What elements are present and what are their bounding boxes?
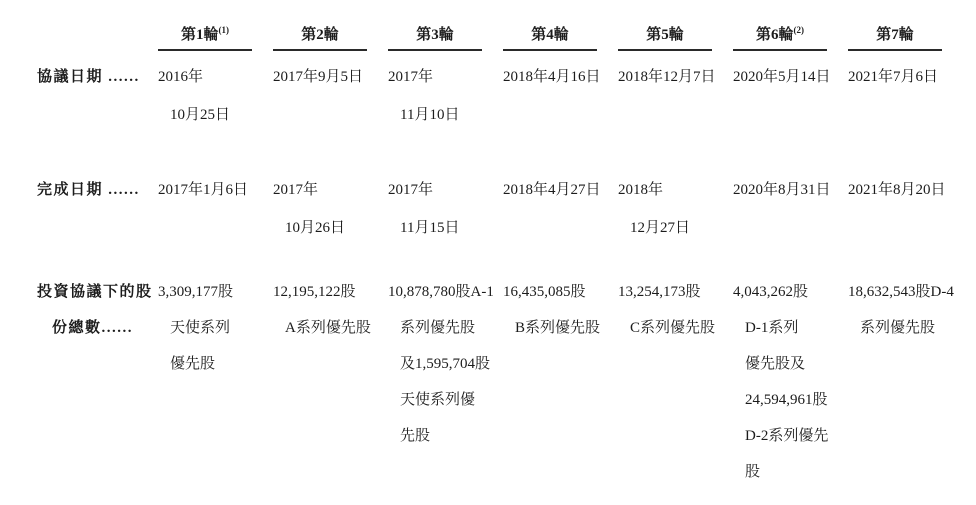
header-row <box>0 24 976 51</box>
cell-completion-date-round-1 <box>158 171 252 247</box>
column-header-round-3 <box>388 24 482 51</box>
cell-line: 2016年 <box>158 69 204 85</box>
cell-line: 2017年 <box>388 182 434 198</box>
column-header-round-2 <box>273 24 367 51</box>
cell-agreement-date-round-4 <box>503 58 601 134</box>
cell-line: 2017年 <box>273 182 319 198</box>
cell-agreement-date-round-7 <box>848 58 942 134</box>
cell-line: 10月25日 <box>170 107 231 123</box>
cell-line: 2018年12月7日 <box>618 69 716 85</box>
column-header-label: 第4輪 <box>531 27 569 43</box>
cell-line: 及1,595,704股 <box>400 356 491 372</box>
row-label-line: 份總數...... <box>52 320 134 336</box>
cell-line: 2021年7月6日 <box>848 69 939 85</box>
table-row-agreement-date <box>0 58 976 134</box>
cell-completion-date-round-2 <box>273 171 367 247</box>
cell-line: A系列優先股 <box>285 320 371 336</box>
column-header-round-7 <box>848 24 942 51</box>
cell-line: 24,594,961股 <box>745 392 828 408</box>
cell-agreement-date-round-5 <box>618 58 716 134</box>
column-header-label: 第5輪 <box>646 27 684 43</box>
cell-line: 先股 <box>400 428 431 444</box>
column-header-footnote-marker: (1) <box>218 25 229 35</box>
header-spacer <box>37 24 137 51</box>
cell-line: 18,632,543股D-4 <box>848 284 954 300</box>
cell-total-shares-under-investment-agreements-round-2 <box>273 274 371 490</box>
cell-line: 系列優先股 <box>860 320 936 336</box>
cell-agreement-date-round-6 <box>733 58 831 134</box>
cell-completion-date-round-7 <box>848 171 946 247</box>
cell-line: C系列優先股 <box>630 320 716 336</box>
cell-line: 2021年8月20日 <box>848 182 946 198</box>
cell-completion-date-round-3 <box>388 171 482 247</box>
cell-completion-date-round-4 <box>503 171 601 247</box>
column-header-footnote-marker: (2) <box>793 25 804 35</box>
cell-line: 2018年4月16日 <box>503 69 601 85</box>
cell-line: 13,254,173股 <box>618 284 701 300</box>
cell-agreement-date-round-3 <box>388 58 482 134</box>
column-header-label: 第1輪 <box>180 27 219 43</box>
column-header-round-6 <box>733 24 827 51</box>
cell-line: 天使系列優 <box>400 392 476 408</box>
column-header-label: 第2輪 <box>301 27 339 43</box>
row-label-line: 完成日期 ...... <box>37 182 140 198</box>
column-header-round-4 <box>503 24 597 51</box>
cell-line: 16,435,085股 <box>503 284 586 300</box>
cell-line: 11月15日 <box>400 220 460 236</box>
cell-line: 2018年 <box>618 182 664 198</box>
cell-line: 優先股及 <box>745 356 806 372</box>
table-row-completion-date <box>0 171 976 247</box>
cell-line: B系列優先股 <box>515 320 601 336</box>
cell-line: 3,309,177股 <box>158 284 234 300</box>
cell-total-shares-under-investment-agreements-round-7 <box>848 274 954 490</box>
cell-line: 天使系列 <box>170 320 231 336</box>
cell-total-shares-under-investment-agreements-round-1 <box>158 274 252 490</box>
column-header-label: 第7輪 <box>876 27 914 43</box>
column-header-label: 第3輪 <box>416 27 454 43</box>
cell-line: 2017年9月5日 <box>273 69 364 85</box>
row-label <box>37 274 153 490</box>
cell-line: D-2系列優先 <box>745 428 829 444</box>
row-label-line: 協議日期 ...... <box>37 69 140 85</box>
column-header-label: 第6輪 <box>755 27 794 43</box>
column-header-round-5 <box>618 24 712 51</box>
cell-total-shares-under-investment-agreements-round-6 <box>733 274 827 490</box>
cell-total-shares-under-investment-agreements-round-4 <box>503 274 601 490</box>
cell-line: 12,195,122股 <box>273 284 356 300</box>
cell-line: D-1系列 <box>745 320 799 336</box>
cell-total-shares-under-investment-agreements-round-5 <box>618 274 716 490</box>
cell-line: 優先股 <box>170 356 216 372</box>
cell-line: 12月27日 <box>630 220 691 236</box>
cell-line: 系列優先股 <box>400 320 476 336</box>
cell-agreement-date-round-2 <box>273 58 367 134</box>
cell-completion-date-round-6 <box>733 171 831 247</box>
cell-line: 股 <box>745 464 761 480</box>
cell-line: 2018年4月27日 <box>503 182 601 198</box>
cell-line: 2020年5月14日 <box>733 69 831 85</box>
row-label <box>37 58 140 134</box>
cell-completion-date-round-5 <box>618 171 712 247</box>
cell-total-shares-under-investment-agreements-round-3 <box>388 274 494 490</box>
cell-line: 11月10日 <box>400 107 460 123</box>
cell-agreement-date-round-1 <box>158 58 252 134</box>
table-row-total-shares-under-investment-agreements <box>0 274 976 490</box>
column-header-round-1 <box>158 24 252 51</box>
cell-line: 4,043,262股 <box>733 284 809 300</box>
cell-line: 10,878,780股A-1 <box>388 284 494 300</box>
row-label-line: 投資協議下的股 <box>37 284 153 300</box>
cell-line: 2020年8月31日 <box>733 182 831 198</box>
row-label <box>37 171 140 247</box>
cell-line: 2017年1月6日 <box>158 182 249 198</box>
cell-line: 10月26日 <box>285 220 346 236</box>
cell-line: 2017年 <box>388 69 434 85</box>
